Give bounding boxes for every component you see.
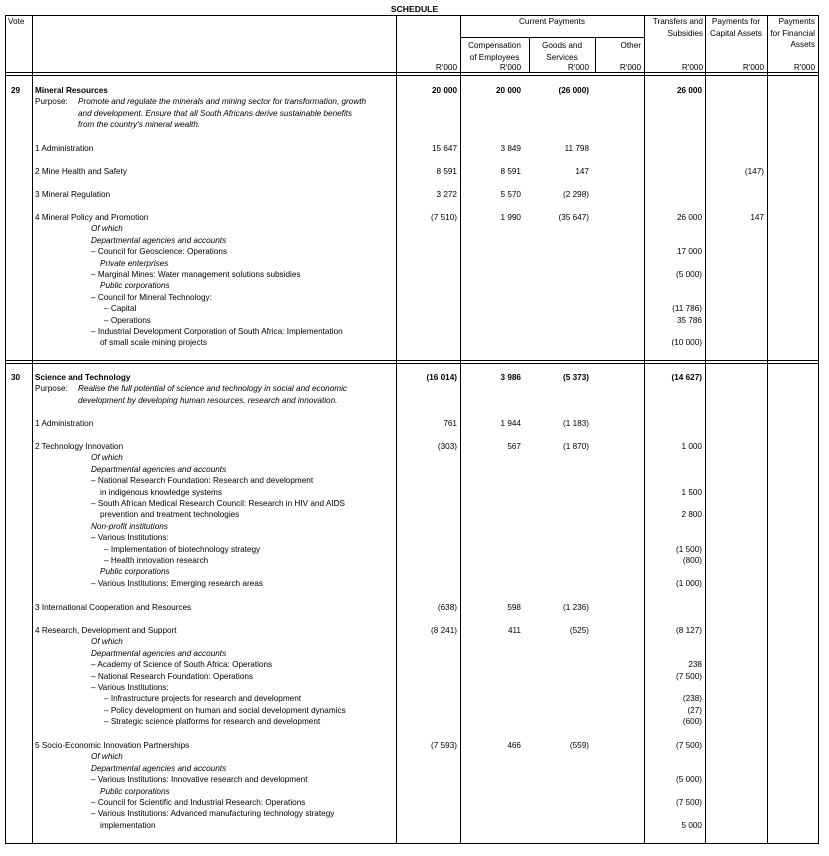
header-rule-double — [5, 75, 818, 76]
vote-goods: (5 373) — [563, 373, 589, 382]
detail-value: 238 — [688, 660, 702, 670]
detail-line: – Various Institutions: Advanced manufacturing technology strategy — [91, 809, 335, 819]
vote-transfers: 26 000 — [676, 86, 702, 95]
programme-compensation: 1 990 — [500, 213, 521, 222]
detail-line: – Council for Scientific and Industrial Research: Operations — [91, 798, 306, 807]
detail-line: – Strategic science platforms for research and development — [104, 717, 321, 727]
detail-line: – Council for Geoscience: Operations — [91, 247, 228, 257]
vote-compensation: 3 986 — [500, 373, 521, 382]
programme-transfers: 26 000 — [676, 213, 702, 222]
programme-total: (638) — [437, 603, 457, 612]
col-rule — [460, 15, 461, 844]
detail-value: (1 500) — [676, 544, 702, 554]
unit-label: R'000 — [793, 63, 815, 72]
header-vote: Vote — [8, 17, 25, 26]
programme-total: 3 272 — [436, 190, 457, 199]
current-payments-rule — [460, 37, 644, 38]
detail-value: (10 000) — [671, 338, 702, 348]
vote-separator-double — [5, 363, 818, 364]
header-goods-services: Goods and Services — [541, 41, 583, 62]
detail-value: 5 000 — [681, 820, 702, 830]
programme-goods: (1 183) — [563, 419, 589, 428]
vote-total: 20 000 — [431, 86, 457, 95]
programme-name: 5 Socio-Economic Innovation Partnerships — [35, 741, 190, 750]
detail-line: – National Research Foundation: Operations — [91, 671, 254, 681]
detail-line: Public corporations — [100, 786, 170, 796]
programme-goods: 11 798 — [564, 144, 589, 153]
detail-value: (7 500) — [676, 671, 702, 681]
detail-value: (1 000) — [676, 578, 702, 588]
programme-goods: (1 236) — [563, 603, 589, 612]
programme-compensation: 411 — [507, 626, 521, 635]
programme-compensation: 3 849 — [500, 144, 521, 153]
detail-value: (238) — [682, 694, 702, 704]
programme-compensation: 598 — [507, 603, 521, 612]
detail-line: – Academy of Science of South Africa: Operations — [91, 660, 273, 670]
detail-line: Of which — [91, 752, 123, 762]
detail-line: Departmental agencies and accounts — [91, 763, 227, 773]
programme-compensation: 466 — [507, 741, 521, 750]
vote-number: 29 — [11, 86, 21, 95]
detail-line: – Infrastructure projects for research and development — [104, 694, 302, 704]
col-rule — [818, 15, 819, 844]
detail-value: (27) — [687, 705, 702, 715]
programme-capital: (147) — [744, 167, 764, 176]
vote-name: Mineral Resources — [35, 86, 108, 95]
detail-line: – Operations — [104, 315, 151, 325]
detail-value: 17 000 — [676, 247, 702, 257]
purpose-text: Realise the full potential of science and technology in social and economic — [78, 384, 347, 394]
header-compensation: Compensation of Employees — [468, 41, 521, 62]
col-rule — [396, 15, 397, 844]
programme-compensation: 5 570 — [500, 190, 521, 199]
unit-label: R'000 — [742, 63, 764, 72]
vote-total: (16 014) — [426, 373, 457, 382]
purpose-text: from the country's mineral wealth. — [78, 120, 201, 130]
vote-name: Science and Technology — [35, 373, 131, 382]
header-current-payments: Current Payments — [519, 17, 585, 26]
programme-goods: (1 870) — [563, 442, 589, 451]
detail-line: of small scale mining projects — [100, 338, 207, 348]
detail-value: (600) — [682, 717, 702, 727]
unit-label: R'000 — [435, 63, 457, 72]
vote-transfers: (14 627) — [671, 373, 702, 382]
detail-line: – Various Institutions: Innovative research and development — [91, 775, 308, 785]
programme-name: 3 International Cooperation and Resources — [35, 603, 192, 612]
programme-goods: (2 298) — [563, 190, 589, 199]
header-capital-assets: Payments for Capital Assets — [710, 17, 762, 38]
header-other: Other — [620, 41, 641, 50]
detail-line: – Marginal Mines: Water management solutions subsidies — [91, 270, 301, 279]
detail-line: – Policy development on human and social development dynamics — [104, 705, 346, 715]
programme-goods: 147 — [575, 167, 589, 176]
purpose-label: Purpose: — [35, 97, 68, 107]
detail-line: implementation — [100, 820, 156, 830]
programme-total: (7 593) — [431, 741, 457, 750]
programme-total: (303) — [437, 442, 457, 451]
detail-line: in indigenous knowledge systems — [100, 487, 222, 497]
programme-name: 3 Mineral Regulation — [35, 190, 111, 199]
programme-name: 4 Research, Development and Support — [35, 626, 177, 635]
programme-total: 8 591 — [436, 167, 457, 176]
detail-value: (5 000) — [676, 775, 702, 785]
programme-name: 1 Administration — [35, 144, 94, 153]
purpose-text: development by developing human resources, research and innovation. — [78, 395, 338, 405]
detail-line: Of which — [91, 453, 123, 463]
programme-compensation: 8 591 — [500, 167, 521, 176]
vote-number: 30 — [11, 373, 21, 382]
detail-line: Private enterprises — [100, 258, 169, 268]
programme-total: (8 241) — [431, 626, 457, 635]
unit-label: R'000 — [681, 63, 703, 72]
unit-label: R'000 — [499, 63, 521, 72]
programme-name: 4 Mineral Policy and Promotion — [35, 213, 149, 222]
col-rule — [5, 15, 6, 844]
detail-line: Public corporations — [100, 567, 170, 577]
table-bottom-border — [5, 843, 818, 844]
detail-line: – Capital — [104, 304, 137, 314]
detail-line: – Council for Mineral Technology: — [91, 292, 212, 302]
programme-goods: (525) — [569, 626, 589, 635]
programme-total: 15 647 — [431, 144, 457, 153]
vote-compensation: 20 000 — [495, 86, 521, 95]
programme-transfers: (8 127) — [676, 626, 702, 635]
programme-goods: (559) — [569, 741, 589, 750]
detail-value: (5 000) — [676, 270, 702, 279]
col-rule — [32, 15, 33, 844]
detail-value: (11 786) — [672, 304, 702, 314]
col-rule — [767, 15, 768, 844]
detail-line: prevention and treatment technologies — [100, 510, 240, 520]
unit-label: R'000 — [567, 63, 589, 72]
detail-line: – Various Institutions: — [91, 683, 169, 692]
detail-line: Of which — [91, 637, 123, 647]
detail-line: – Industrial Development Corporation of South Africa: Implementation — [91, 327, 343, 336]
programme-transfers: (7 500) — [676, 741, 702, 750]
detail-line: Departmental agencies and accounts — [91, 648, 227, 658]
detail-line: – South African Medical Research Council: Research in HIV and AIDS — [91, 499, 345, 508]
detail-line: Departmental agencies and accounts — [91, 235, 227, 245]
purpose-text: and development. Ensure that all South Africans derive sustainable benefits — [78, 108, 353, 118]
vote-goods: (26 000) — [558, 86, 589, 95]
detail-line: – Health innovation research — [104, 556, 209, 565]
detail-line: – National Research Foundation: Research and development — [91, 476, 314, 486]
programme-goods: (35 647) — [558, 213, 589, 222]
header-transfers: Transfers and Subsidies — [652, 17, 703, 38]
programme-capital: 147 — [750, 213, 764, 222]
detail-value: 2 800 — [681, 510, 702, 520]
programme-compensation: 567 — [507, 442, 521, 451]
programme-compensation: 1 944 — [500, 419, 521, 428]
detail-line: Of which — [91, 224, 123, 234]
detail-line: – Implementation of biotechnology strategy — [104, 544, 261, 554]
detail-value: 35 786 — [676, 315, 702, 325]
programme-name: 1 Administration — [35, 419, 94, 428]
programme-name: 2 Technology Innovation — [35, 442, 124, 451]
detail-line: – Various Institutions: — [91, 533, 169, 543]
detail-value: (7 500) — [676, 798, 702, 807]
detail-line: Non-profit institutions — [91, 521, 168, 531]
programme-total: (7 510) — [431, 213, 457, 222]
detail-value: 1 500 — [681, 487, 702, 497]
detail-line: – Various Institutions: Emerging research areas — [91, 578, 263, 588]
detail-value: (800) — [682, 556, 702, 565]
page-title: SCHEDULE — [390, 4, 439, 14]
programme-total: 761 — [443, 419, 457, 428]
purpose-label: Purpose: — [35, 384, 68, 394]
programme-transfers: 1 000 — [681, 442, 702, 451]
programme-name: 2 Mine Health and Safety — [35, 167, 127, 176]
detail-line: Departmental agencies and accounts — [91, 464, 227, 474]
purpose-text: Promote and regulate the minerals and mining sector for transformation, growth — [78, 97, 367, 107]
col-rule — [705, 15, 706, 844]
vote-separator — [5, 360, 818, 361]
detail-line: Public corporations — [100, 281, 170, 291]
unit-label: R'000 — [619, 63, 641, 72]
header-financial-assets: Payments for Financial Assets — [770, 17, 815, 49]
